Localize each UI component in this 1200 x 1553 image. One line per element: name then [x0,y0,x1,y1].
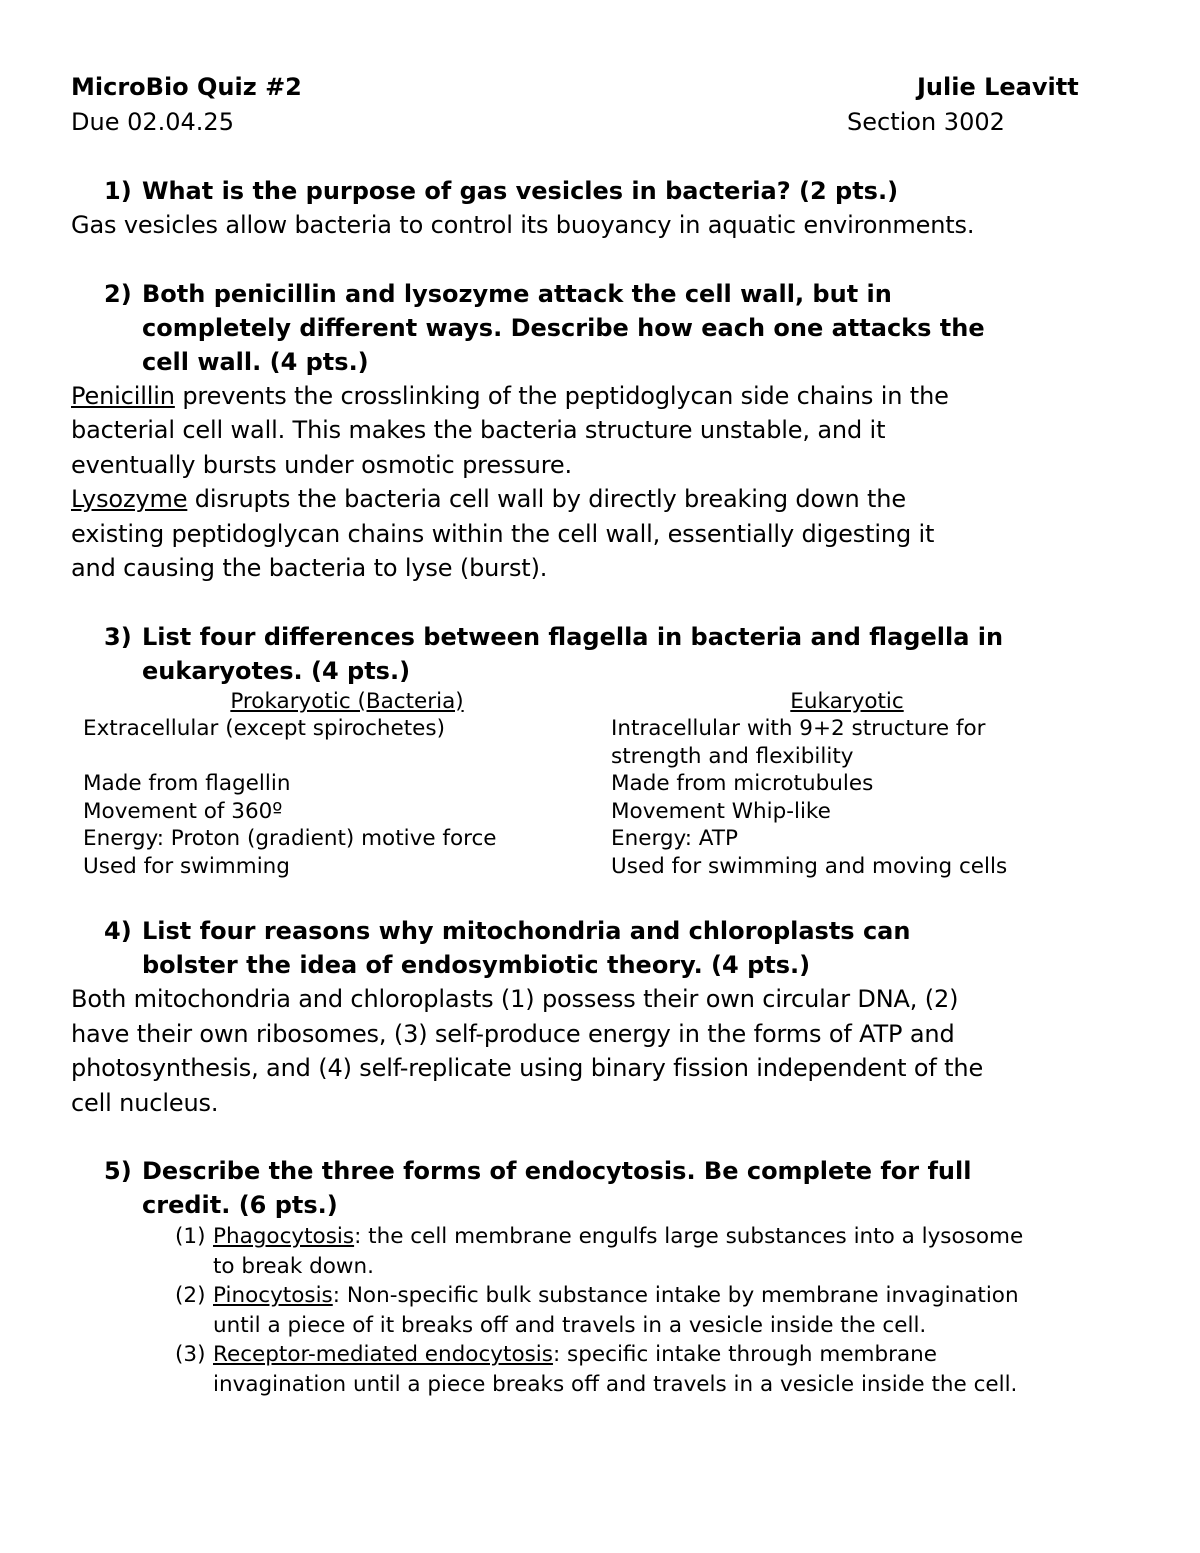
question-number: 1) [104,177,132,205]
table-cell: Extracellular (except spirochetes) [83,716,446,741]
answer-line: prevents the crosslinking of the peptidoglycan side chains in the [174,381,949,410]
student-name: Julie Leavitt [917,73,1079,101]
question-line: Both penicillin and lysozyme attack the cell wall, but in [142,279,892,308]
endocytosis-item [71,1281,1131,1340]
item-text: : Non-specific bulk substance intake by membrane invagination [332,1283,1019,1308]
header-row-2 [71,105,1131,140]
question-line: List four differences between flagella in bacteria and flagella in [142,622,1004,651]
answer-line: eventually bursts under osmotic pressure. [71,450,573,479]
question-line: Describe the three forms of endocytosis. Be complete for full [142,1157,972,1185]
item-term: Pinocytosis [213,1283,333,1308]
question-3 [71,620,1131,688]
header-row-1 [71,70,1131,105]
question-number: 4) [104,917,132,945]
question-line: credit. (6 pts.) [142,1191,338,1219]
item-term: Phagocytosis [213,1224,355,1249]
table-header-row [83,688,1083,716]
question-line: eukaryotes. (4 pts.) [142,656,411,685]
table-row [83,715,1083,743]
endocytosis-item [71,1222,1131,1281]
column-header: Prokaryotic (Bacteria) [230,688,464,714]
question-number: 3) [104,622,132,651]
question-5 [71,1154,1131,1222]
endocytosis-item [71,1340,1131,1399]
flagella-comparison-table [83,688,1083,881]
answer-line: have their own ribosomes, (3) self-produce energy in the forms of ATP and [71,1019,955,1048]
item-term: Receptor-mediated endocytosis [213,1342,553,1367]
table-cell: Energy: ATP [611,826,738,851]
item-number: (1) [175,1224,206,1249]
table-row [83,798,1083,826]
item-text: : the cell membrane engulfs large substances into a lysosome [354,1224,1024,1249]
answer-line: photosynthesis, and (4) self-replicate using binary fission independent of the [71,1054,984,1082]
lysozyme-line [71,482,1131,517]
table-cell: strength and flexibility [611,743,854,769]
question-number: 5) [104,1157,132,1185]
answer-line: and causing the bacteria to lyse (burst). [71,554,548,582]
answer-line: bacterial cell wall. This makes the bacteria structure unstable, and it [71,416,886,444]
question-4 [71,914,1131,982]
table-row [83,770,1083,798]
table-row [83,853,1083,881]
quiz-title: MicroBio Quiz #2 [71,73,302,101]
question-line: bolster the idea of endosymbiotic theory. (4 pts.) [142,951,811,979]
question-1 [71,174,1131,208]
table-cell [83,743,611,771]
item-number: (2) [175,1283,206,1308]
answer-line: cell nucleus. [71,1088,219,1117]
answer-line: existing peptidoglycan chains within the cell wall, essentially digesting it [71,519,935,548]
item-text: until a piece of it breaks off and travels in a vesicle inside the cell. [213,1312,927,1338]
question-number: 2) [104,279,132,308]
item-number: (3) [175,1342,206,1367]
table-cell: Energy: Proton (gradient) motive force [83,826,497,851]
item-text: invagination until a piece breaks off and travels in a vesicle inside the cell. [213,1371,1018,1397]
due-date: Due 02.04.25 [71,108,234,136]
table-cell: Made from microtubules [611,771,874,796]
question-text: What is the purpose of gas vesicles in bacteria? (2 pts.) [142,177,899,205]
question-line: cell wall. (4 pts.) [142,347,369,376]
question-line: completely different ways. Describe how each one attacks the [142,313,985,342]
table-cell: Movement Whip-like [611,798,831,824]
penicillin-line [71,379,1131,414]
item-text: to break down. [213,1253,374,1279]
answer-1: Gas vesicles allow bacteria to control its buoyancy in aquatic environments. [71,211,975,239]
table-cell: Made from flagellin [83,771,291,796]
penicillin-term: Penicillin [71,381,175,410]
quiz-document [71,70,1131,1399]
table-cell: Used for swimming and moving cells [611,853,1008,879]
answer-line: disrupts the bacteria cell wall by directly breaking down the [187,485,906,513]
item-text: : specific intake through membrane [552,1342,938,1367]
answer-4 [71,982,1131,1120]
section-number: Section 3002 [847,108,1005,136]
table-row [83,743,1083,771]
table-cell: Movement of 360º [83,798,283,824]
answer-line: Both mitochondria and chloroplasts (1) possess their own circular DNA, (2) [71,985,959,1013]
answer-2 [71,379,1131,586]
question-line: List four reasons why mitochondria and chloroplasts can [142,917,911,945]
table-row [83,825,1083,853]
table-cell: Used for swimming [83,853,290,879]
column-header: Eukaryotic [790,688,904,714]
lysozyme-term: Lysozyme [71,485,188,513]
question-2 [71,277,1131,379]
table-cell: Intracellular with 9+2 structure for [611,716,986,741]
